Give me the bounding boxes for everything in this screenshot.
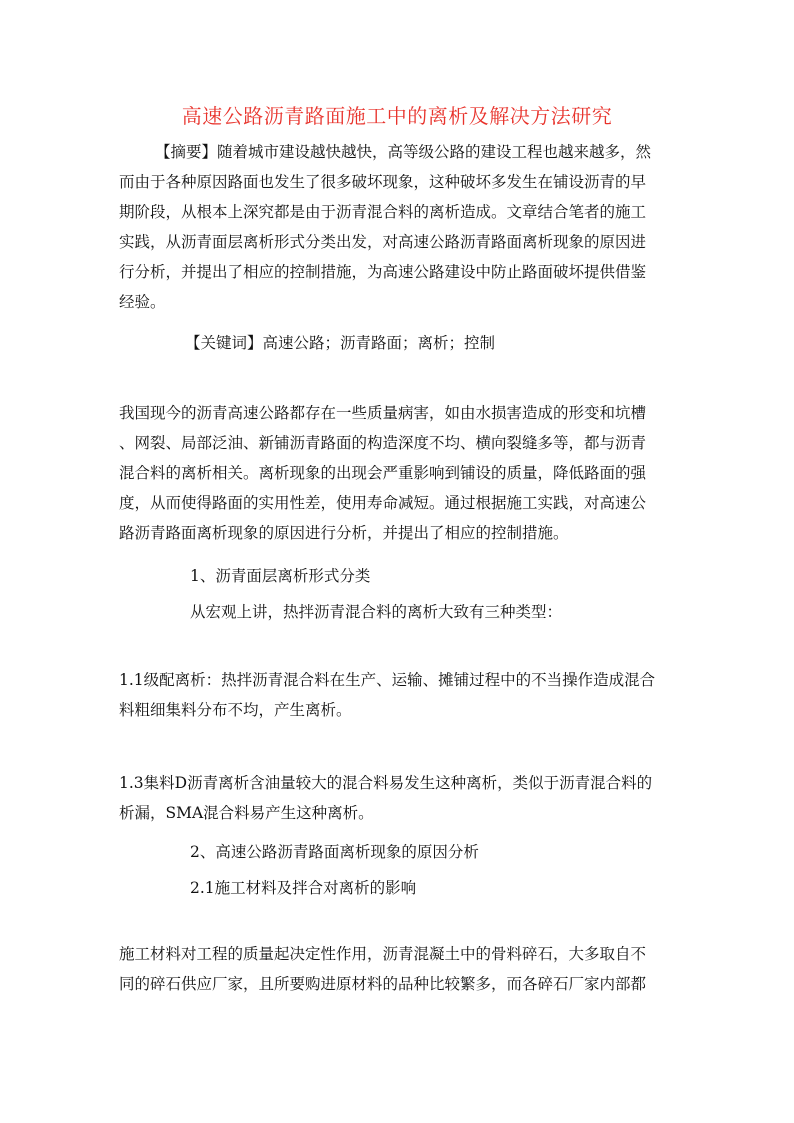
item-1-3-line: 析漏，SMA混合料易产生这种离析。 xyxy=(119,804,374,822)
section-2-paragraph xyxy=(119,939,679,999)
item-1-1-line: 1.1级配离析：热拌沥青混合料在生产、运输、摊铺过程中的不当操作造成混合 xyxy=(119,671,656,689)
item-1-3-line: 1.3集料D沥青离析含油量较大的混合料易发生这种离析，类似于沥青混合料的 xyxy=(119,774,653,792)
abstract-line: 【摘要】随着城市建设越快越快，高等级公路的建设工程也越来越多，然 xyxy=(155,143,652,161)
abstract-line: 行分析，并提出了相应的控制措施，为高速公路建设中防止路面破坏提供借鉴 xyxy=(119,263,647,281)
section-2-heading: 2、高速公路沥青路面离析现象的原因分析 xyxy=(190,843,479,861)
section-2-1-heading: 2.1施工材料及拌合对离析的影响 xyxy=(190,879,417,897)
section-1-lead: 从宏观上讲，热拌沥青混合料的离析大致有三种类型： xyxy=(190,603,563,621)
section-1-heading: 1、沥青面层离析形式分类 xyxy=(190,567,371,585)
abstract-line: 期阶段，从根本上深究都是由于沥青混合料的离析造成。文章结合笔者的施工 xyxy=(119,203,647,221)
section-2-line: 施工材料对工程的质量起决定性作用，沥青混凝土中的骨料碎石，大多取自不 xyxy=(119,945,647,963)
document-title: 高速公路沥青路面施工中的离析及解决方法研究 xyxy=(181,104,613,128)
section-2-line: 同的碎石供应厂家，且所要购进原材料的品种比较繁多，而各碎石厂家内部都 xyxy=(119,975,647,993)
intro-line: 度，从而使得路面的实用性差，使用寿命减短。通过根据施工实践，对高速公 xyxy=(119,494,647,512)
intro-line: 、网裂、局部泛油、新铺沥青路面的构造深度不均、横向裂缝多等，都与沥青 xyxy=(119,434,647,452)
intro-line: 我国现今的沥青高速公路都存在一些质量病害，如由水损害造成的形变和坑槽 xyxy=(119,404,647,422)
intro-paragraph xyxy=(119,398,679,548)
intro-line: 路沥青路面离析现象的原因进行分析，并提出了相应的控制措施。 xyxy=(119,524,569,542)
item-1-1-paragraph xyxy=(119,665,679,725)
abstract-line: 实践，从沥青面层离析形式分类出发，对高速公路沥青路面离析现象的原因进 xyxy=(119,233,647,251)
keywords-line: 【关键词】高速公路；沥青路面；离析；控制 xyxy=(185,334,496,352)
item-1-3-paragraph xyxy=(119,768,679,828)
item-1-1-line: 料粗细集料分布不均，产生离析。 xyxy=(119,701,352,719)
abstract-line: 经验。 xyxy=(119,293,166,311)
abstract-line: 而由于各种原因路面也发生了很多破坏现象，这种破坏多发生在铺设沥青的早 xyxy=(119,173,647,191)
abstract-paragraph xyxy=(119,137,679,317)
intro-line: 混合料的离析相关。离析现象的出现会严重影响到铺设的质量，降低路面的强 xyxy=(119,464,647,482)
